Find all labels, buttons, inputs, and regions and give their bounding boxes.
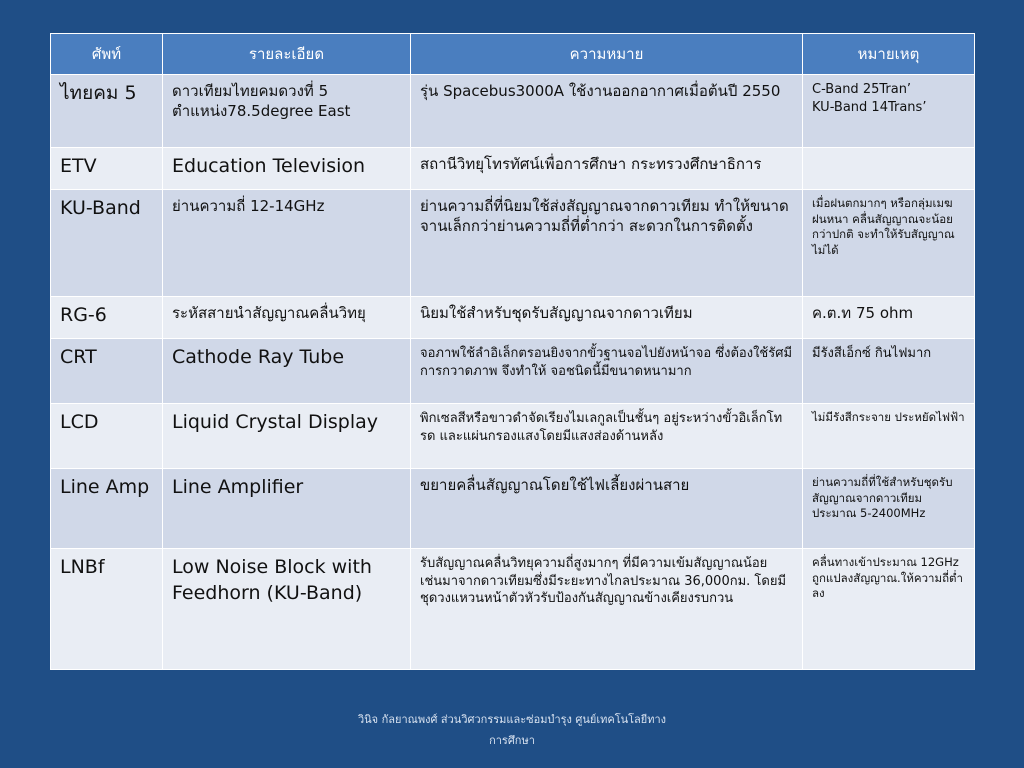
term-cell: KU-Band [51,190,163,297]
term-cell: RG-6 [51,297,163,339]
detail-cell: Education Television [163,148,411,190]
note-cell: ย่านความถี่ที่ใช้สำหรับชุดรับสัญญาณจากดาวเทียม ประมาณ 5-2400MHz [803,469,975,549]
detail-cell: ย่านความถี่ 12-14GHz [163,190,411,297]
note-cell: ไม่มีรังสีกระจาย ประหยัดไฟฟ้า [803,404,975,469]
header-term: ศัพท์ [51,34,163,75]
note-cell: คลื่นทางเข้าประมาณ 12GHz ถูกแปลงสัญญาณ.ให้ความถี่ต่ำลง [803,549,975,670]
note-cell: เมื่อฝนตกมากๆ หรือกลุ่มเมฆฝนหนา คลื่นสัญญาณจะน้อยกว่าปกติ จะทำให้รับสัญญาณไม่ได้ [803,190,975,297]
table-row [51,75,975,148]
term-cell: Line Amp [51,469,163,549]
footer-org-line: การศึกษา [489,733,535,747]
term-cell: CRT [51,339,163,404]
header-detail: รายละเอียด [163,34,411,75]
meaning-cell: ขยายคลื่นสัญญาณโดยใช้ไฟเลี้ยงผ่านสาย [411,469,803,549]
detail-cell: Liquid Crystal Display [163,404,411,469]
table-row [51,297,975,339]
note-cell: มีรังสีเอ็กซ์ กินไฟมาก [803,339,975,404]
table-row [51,404,975,469]
note-cell [803,148,975,190]
meaning-cell: จอภาพใช้ลำอิเล็กตรอนยิงจากขั้วฐานจอไปยังหน้าจอ ซึ่งต้องใช้รัศมีการกวาดภาพ จึงทำให้ จอชนิดนี้มีขนาดหนามาก [411,339,803,404]
slide-footer [0,710,1024,752]
glossary-table [50,33,975,670]
table-row [51,148,975,190]
table-row [51,190,975,297]
meaning-cell: ย่านความถี่ที่นิยมใช้ส่งสัญญาณจากดาวเทียม ทำให้ขนาดจานเล็กกว่าย่านความถี่ที่ต่ำกว่า สะดวกในการติดตั้ง [411,190,803,297]
term-cell: LNBf [51,549,163,670]
meaning-cell: รับสัญญาณคลื่นวิทยุความถี่สูงมากๆ ที่มีความเข้มสัญญาณน้อย เช่นมาจากดาวเทียมซึ่งมีระยะทางไกลประมาณ 36,000กม. โดยมีชุดวงแหวนหน้าตัวหัวรับป้องกันสัญญาณข้างเคียงรบกวน [411,549,803,670]
header-meaning: ความหมาย [411,34,803,75]
detail-cell: ระหัสสายนำสัญญาณคลื่นวิทยุ [163,297,411,339]
meaning-cell: พิกเซลสีหรือขาวดำจัดเรียงไมเลกูลเป็นชั้นๆ อยู่ระหว่างขั้วอิเล็กโทรด และแผ่นกรองแสงโดยมีแสงส่องด้านหลัง [411,404,803,469]
note-cell: ค.ต.ท 75 ohm [803,297,975,339]
table-row [51,339,975,404]
table-row [51,469,975,549]
meaning-cell: รุ่น Spacebus3000A ใช้งานออกอากาศเมื่อต้นปี 2550 [411,75,803,148]
detail-cell: Low Noise Block with Feedhorn (KU-Band) [163,549,411,670]
header-note: หมายเหตุ [803,34,975,75]
detail-cell: Line Amplifier [163,469,411,549]
term-cell: ไทยคม 5 [51,75,163,148]
detail-cell: Cathode Ray Tube [163,339,411,404]
footer-author-line: วินิจ กัลยาณพงศ์ ส่วนวิศวกรรมและซ่อมบำรุง ศูนย์เทคโนโลยีทาง [357,713,667,726]
table-header-row [51,34,975,75]
term-cell: ETV [51,148,163,190]
term-cell: LCD [51,404,163,469]
table-row [51,549,975,670]
detail-cell: ดาวเทียมไทยคมดวงที่ 5 ตำแหน่ง78.5degree East [163,75,411,148]
meaning-cell: นิยมใช้สำหรับชุดรับสัญญาณจากดาวเทียม [411,297,803,339]
meaning-cell: สถานีวิทยุโทรทัศน์เพื่อการศึกษา กระทรวงศึกษาธิการ [411,148,803,190]
note-cell: C-Band 25Tran’ KU-Band 14Trans’ [803,75,975,148]
